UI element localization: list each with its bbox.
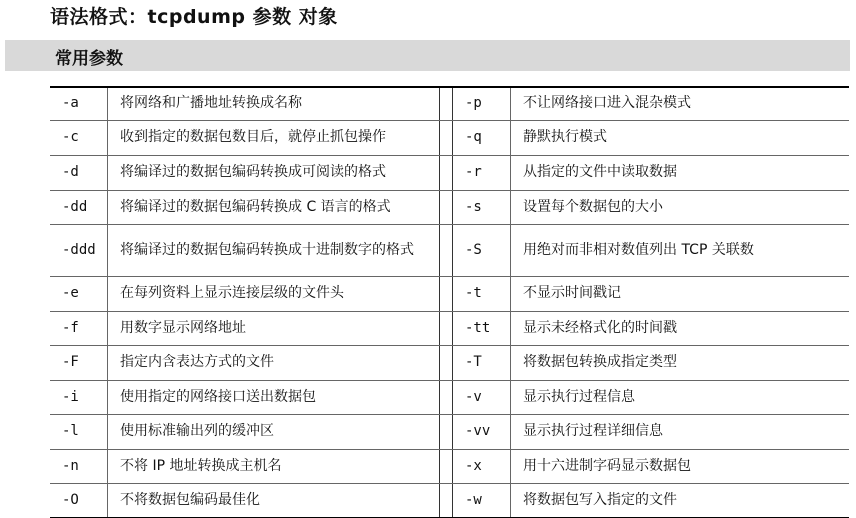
left-description: 将编译过的数据包编码转换成可阅读的格式 <box>108 156 439 190</box>
left-description: 将编译过的数据包编码转换成十进制数字的格式 <box>108 225 439 276</box>
right-option: -p <box>453 88 511 120</box>
right-option: -q <box>453 121 511 155</box>
right-description: 从指定的文件中读取数据 <box>511 156 849 190</box>
table-row <box>50 277 849 312</box>
table-row <box>50 381 849 415</box>
syntax-heading: 语法格式：tcpdump 参数 对象 <box>50 2 338 29</box>
left-description: 将网络和广播地址转换成名称 <box>108 88 439 120</box>
right-description: 用绝对而非相对数值列出 TCP 关联数 <box>511 225 849 276</box>
table-row <box>50 312 849 346</box>
table-row <box>50 191 849 225</box>
left-option: -i <box>50 381 108 414</box>
table-body <box>50 88 849 517</box>
left-option: -dd <box>50 191 108 224</box>
left-option: -F <box>50 346 108 380</box>
left-description: 将编译过的数据包编码转换成 C 语言的格式 <box>108 191 439 224</box>
column-separator <box>439 121 453 155</box>
table-row <box>50 121 849 156</box>
column-separator <box>439 415 453 449</box>
column-separator <box>439 484 453 517</box>
table-row <box>50 484 849 517</box>
column-separator <box>439 88 453 120</box>
right-description: 用十六进制字码显示数据包 <box>511 450 849 483</box>
column-separator <box>439 450 453 483</box>
column-separator <box>439 381 453 414</box>
right-option: -tt <box>453 312 511 345</box>
table-row <box>50 415 849 450</box>
table-row <box>50 225 849 277</box>
right-option: -w <box>453 484 511 517</box>
right-description: 不显示时间戳记 <box>511 277 849 311</box>
table-row <box>50 88 849 121</box>
table-row <box>50 156 849 191</box>
column-separator <box>439 346 453 380</box>
left-option: -a <box>50 88 108 120</box>
column-separator <box>439 191 453 224</box>
column-separator <box>439 225 453 276</box>
left-option: -l <box>50 415 108 449</box>
left-option: -d <box>50 156 108 190</box>
section-title: 常用参数 <box>55 44 123 69</box>
column-separator <box>439 277 453 311</box>
column-separator <box>439 312 453 345</box>
right-option: -t <box>453 277 511 311</box>
right-description: 显示未经格式化的时间戳 <box>511 312 849 345</box>
left-option: -e <box>50 277 108 311</box>
left-description: 指定内含表达方式的文件 <box>108 346 439 380</box>
table-row <box>50 346 849 381</box>
right-option: -s <box>453 191 511 224</box>
right-option: -v <box>453 381 511 414</box>
left-description: 用数字显示网络地址 <box>108 312 439 345</box>
right-description: 显示执行过程信息 <box>511 381 849 414</box>
right-option: -T <box>453 346 511 380</box>
right-option: -r <box>453 156 511 190</box>
right-description: 显示执行过程详细信息 <box>511 415 849 449</box>
left-description: 使用标准输出列的缓冲区 <box>108 415 439 449</box>
section-header-bar <box>5 40 850 71</box>
left-description: 在每列资料上显示连接层级的文件头 <box>108 277 439 311</box>
left-description: 不将数据包编码最佳化 <box>108 484 439 517</box>
left-option: -f <box>50 312 108 345</box>
right-option: -vv <box>453 415 511 449</box>
right-option: -x <box>453 450 511 483</box>
right-description: 设置每个数据包的大小 <box>511 191 849 224</box>
left-option: -O <box>50 484 108 517</box>
left-description: 收到指定的数据包数目后，就停止抓包操作 <box>108 121 439 155</box>
column-separator <box>439 156 453 190</box>
left-option: -n <box>50 450 108 483</box>
table-row <box>50 450 849 484</box>
left-description: 不将 IP 地址转换成主机名 <box>108 450 439 483</box>
right-description: 静默执行模式 <box>511 121 849 155</box>
parameter-table <box>50 86 849 518</box>
right-description: 将数据包转换成指定类型 <box>511 346 849 380</box>
left-option: -c <box>50 121 108 155</box>
left-description: 使用指定的网络接口送出数据包 <box>108 381 439 414</box>
right-description: 将数据包写入指定的文件 <box>511 484 849 517</box>
left-option: -ddd <box>50 225 108 276</box>
right-description: 不让网络接口进入混杂模式 <box>511 88 849 120</box>
right-option: -S <box>453 225 511 276</box>
